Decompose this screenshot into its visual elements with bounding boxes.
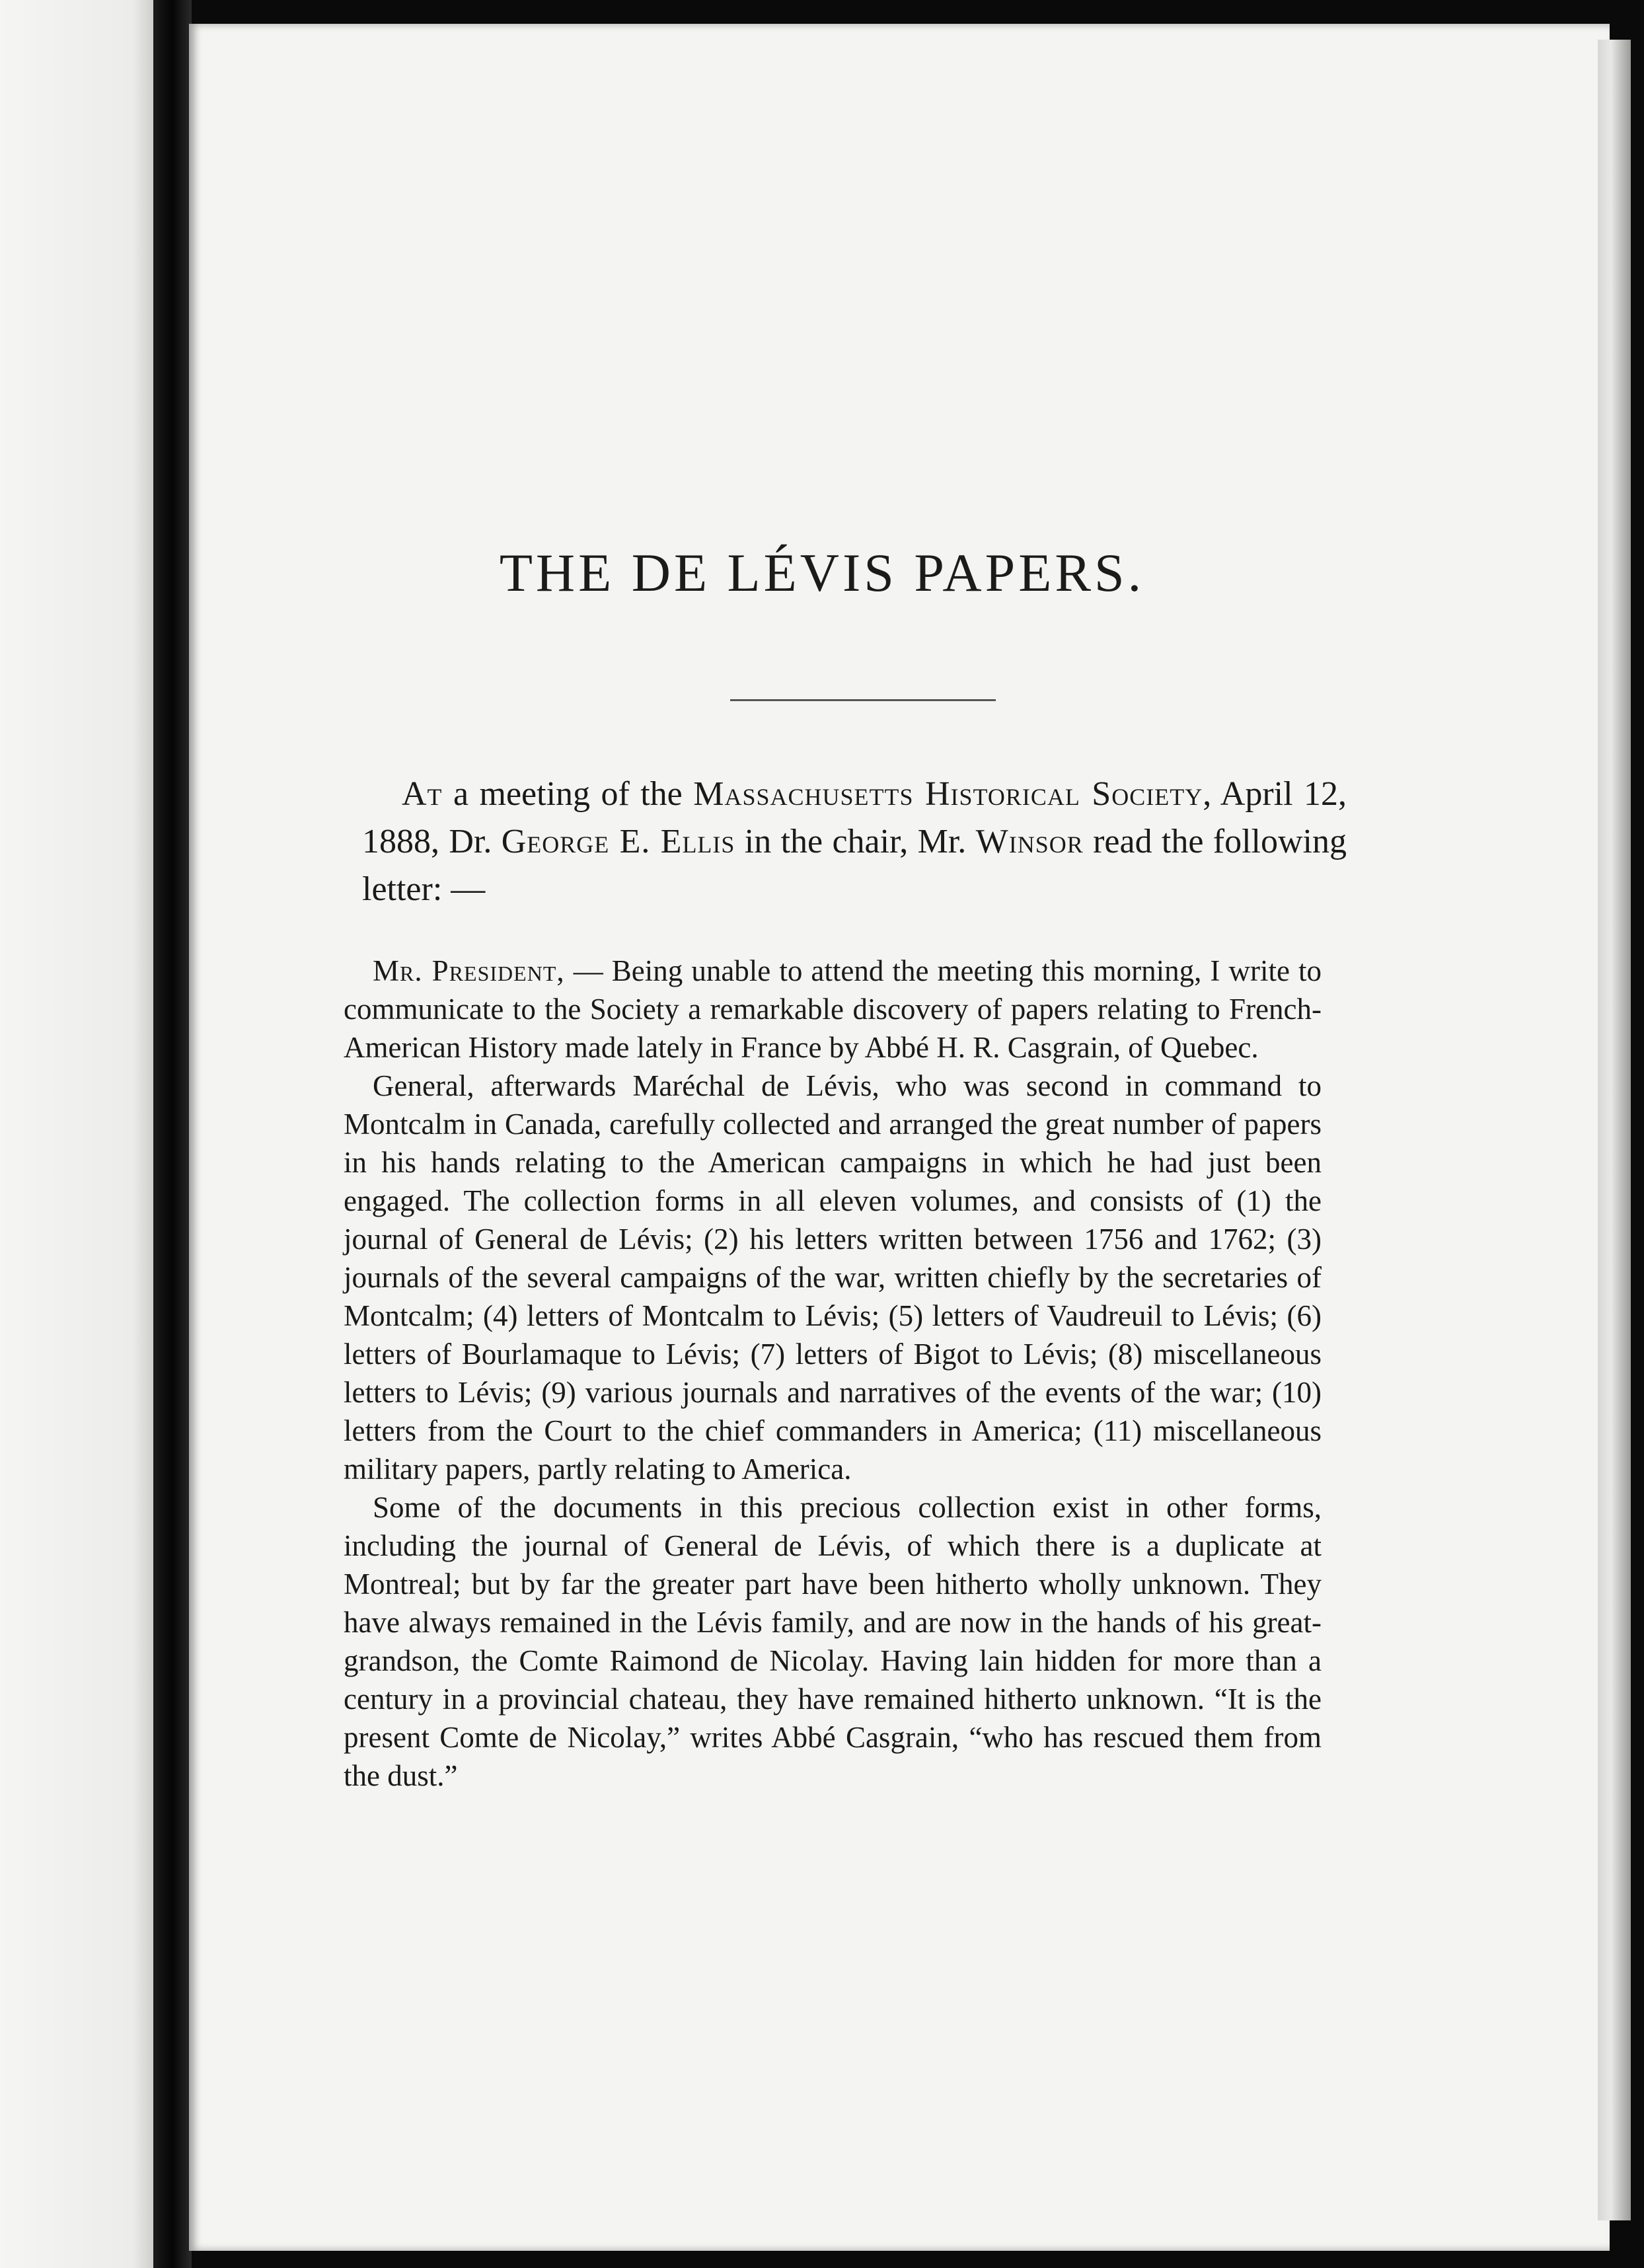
letter-salutation: Mr. President, bbox=[373, 954, 565, 987]
society-name: Massachusetts Historical Society bbox=[693, 775, 1203, 813]
title-rule bbox=[730, 699, 996, 701]
intro-text-3: in the chair, Mr. bbox=[735, 823, 976, 860]
intro-lead: At bbox=[402, 775, 443, 813]
letter-paragraph-3: Some of the documents in this precious collection exist in other forms, including the journal of General de Lévis, of which there is a duplicate at Montreal; but by far the greater part have been hitherto wholly unknown. They have always remained in the Lévis family, and are now in the hands of his great-grandson, the Comte Raimond de Nicolay. Having lain hidden for more than a century in a provincial chateau, they have remained hitherto unknown. “It is the present Comte de Nicolay,” writes Abbé Casgrain, “who has rescued them from the dust.” bbox=[344, 1491, 1322, 1792]
intro-text-4: read the following letter: — bbox=[362, 823, 1347, 908]
intro-text-2: , April 12, 1888, Dr. bbox=[362, 775, 1347, 860]
facing-page bbox=[0, 0, 165, 2268]
intro-text-1: a meeting of the bbox=[442, 775, 694, 813]
letter-body bbox=[344, 952, 1322, 1795]
book-gutter bbox=[153, 0, 192, 2268]
page-edge bbox=[1598, 40, 1631, 2220]
reader-name: Winsor bbox=[975, 823, 1084, 860]
letter-paragraph-1 bbox=[344, 952, 1322, 1067]
chair-name: George E. Ellis bbox=[501, 823, 735, 860]
document-title: THE DE LÉVIS PAPERS. bbox=[499, 543, 1145, 603]
intro-paragraph bbox=[362, 771, 1347, 913]
letter-paragraph-2: General, afterwards Maréchal de Lévis, who was second in command to Montcalm in Canada, carefully collected and arranged the great number of papers in his hands relating to the American campaigns in which he had just been engaged. The collection forms in all eleven volumes, and consists of (1) the journal of General de Lévis; (2) his letters written between 1756 and 1762; (3) journals of the several campaigns of the war, written chiefly by the secretaries of Montcalm; (4) letters of Montcalm to Lévis; (5) letters of Vaudreuil to Lévis; (6) letters of Bourlamaque to Lévis; (7) letters of Bigot to Lévis; (8) miscellaneous letters to Lévis; (9) various journals and narratives of the events of the war; (10) letters from the Court to the chief commanders in America; (11) miscellaneous military papers, partly relating to America. bbox=[344, 1069, 1322, 1486]
letter-paragraph-1-text: — Being unable to attend the meeting this morning, I write to communicate to the Society a remarkable discovery of papers relating to French-American History made lately in France by Abbé H. R. Casgrain, of Quebec. bbox=[344, 954, 1322, 1064]
